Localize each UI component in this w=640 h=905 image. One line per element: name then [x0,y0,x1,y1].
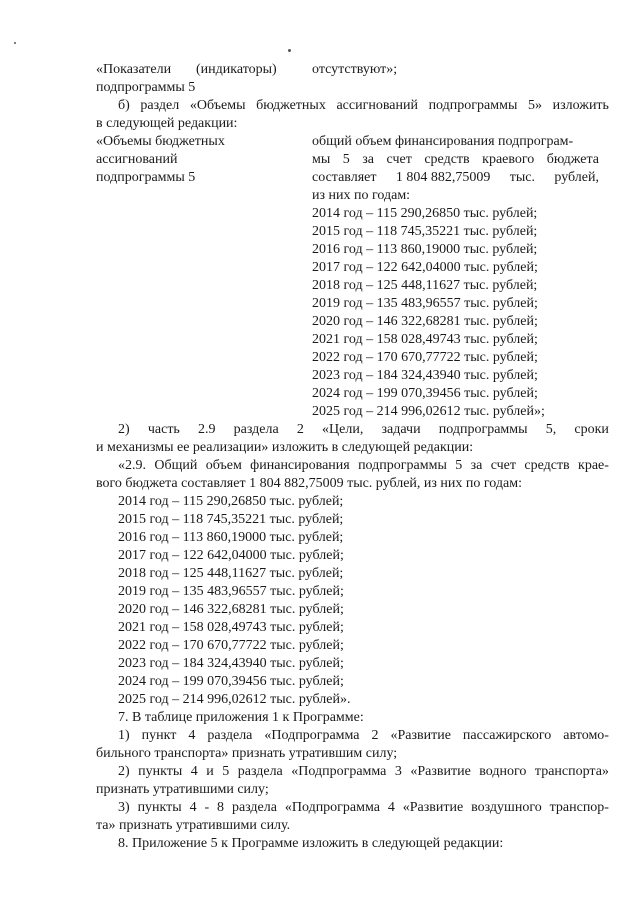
word: 1) [118,728,130,743]
word: пассажирского [462,728,552,743]
item-2-line-4: вого бюджета составляет 1 804 882,75009 тыс. рублей, из них по годам: [96,476,522,491]
passport-value-line-4: из них по годам: [312,188,411,203]
word: транспор- [549,800,609,815]
word: финансирования [250,458,350,473]
word: раздела [233,422,279,437]
section-year-line: 2017 год – 122 642,04000 тыс. рублей; [118,548,344,563]
word: 1 804 882,75009 [395,170,491,185]
word: «Подпрограмма [264,728,360,743]
passport-year-line: 2020 год – 146 322,68281 тыс. рублей; [312,314,538,329]
passport-value-line-1: общий объем финансирования подпрограм- [312,134,574,149]
passport-year-line: 2018 год – 125 448,11627 тыс. рублей; [312,278,538,293]
section-year-line: 2025 год – 214 996,02612 тыс. рублей». [118,692,351,707]
word: ассигнований [336,98,418,113]
passport-year-line: 2025 год – 214 996,02612 тыс. рублей»; [312,404,545,419]
section-year-line: 2014 год – 115 290,26850 тыс. рублей; [118,494,344,509]
word: «2.9. [118,458,146,473]
word: 5, [545,422,557,437]
indicators-line [96,61,404,79]
scan-speck [288,49,291,52]
word: пункты [138,764,183,779]
word: средств [424,152,470,167]
word: изложить [552,98,609,113]
passport-year-line: 2019 год – 135 483,96557 тыс. рублей; [312,296,538,311]
passport-year-line: 2024 год – 199 070,39456 тыс. рублей; [312,386,538,401]
word: раздела [231,800,277,815]
word: объем [205,458,242,473]
word: «Показатели [96,62,172,77]
item-b-line-2: в следующей редакции: [96,116,238,131]
section-year-line: 2015 год – 118 745,35221 тыс. рублей; [118,512,344,527]
word: 5 [455,458,463,473]
passport-year-line: 2016 год – 113 860,19000 тыс. рублей; [312,242,538,257]
word: «Развитие [390,728,451,743]
item-7-point-2-line-2: признать утратившими силу; [96,782,269,797]
word: счет [490,458,516,473]
passport-year-line: 2022 год – 170 670,77722 тыс. рублей; [312,350,538,365]
word: средств [524,458,570,473]
word: подпрограммы [358,458,447,473]
section-year-line: 2024 год – 199 070,39456 тыс. рублей; [118,674,344,689]
word: «Объемы [189,98,246,113]
word: 5» [527,98,542,113]
word: за [470,458,483,473]
passport-year-line: 2015 год – 118 745,35221 тыс. рублей; [312,224,538,239]
item-7-point-3-line-1 [118,799,609,817]
word: мы [312,152,331,167]
word: 4 [189,800,197,815]
item-7-heading: 7. В таблице приложения 1 к Программе: [118,710,364,725]
scan-speck [14,42,16,44]
word: воздушного [471,800,542,815]
item-7-point-1-line-1 [118,727,609,745]
item-2-line-2: и механизмы ее реализации» изложить в следующей редакции: [96,440,474,455]
word: 2) [118,764,130,779]
word: автомо- [563,728,609,743]
word: сроки [574,422,609,437]
word: за [362,152,375,167]
word: крае- [578,458,609,473]
passport-year-line: 2023 год – 184 324,43940 тыс. рублей; [312,368,538,383]
item-2-line-3 [118,457,609,475]
item-7-point-3-line-2: та» признать утратившими силу. [96,818,291,833]
word: пункты [137,800,182,815]
section-year-line: 2023 год – 184 324,43940 тыс. рублей; [118,656,344,671]
section-year-line: 2016 год – 113 860,19000 тыс. рублей; [118,530,344,545]
word: раздела [237,764,283,779]
section-year-line: 2021 год – 158 028,49743 тыс. рублей; [118,620,344,635]
section-year-line: 2022 год – 170 670,77722 тыс. рублей; [118,638,344,653]
word: составляет [312,170,377,185]
word: 2.9 [198,422,216,437]
word: подпрограммы [428,98,518,113]
word: бюджетных [256,98,326,113]
word: б) [118,98,130,113]
word: 4 [188,728,196,743]
word: рублей, [554,170,599,185]
word: отсутствуют»; [312,62,398,77]
section-year-line: 2019 год – 135 483,96557 тыс. рублей; [118,584,344,599]
word: «Развитие [402,800,464,815]
subprogram-5-line: подпрограммы 5 [96,80,196,95]
word: 8 [217,800,225,815]
word: 2) [118,422,130,437]
word: (индикаторы) [196,62,277,77]
word: подпрограммы [438,422,528,437]
word: 3) [118,800,130,815]
passport-year-line: 2021 год – 158 028,49743 тыс. рублей; [312,332,538,347]
word: 2 [371,728,379,743]
passport-year-line: 2017 год – 122 642,04000 тыс. рублей; [312,260,538,275]
word: 5 [222,764,230,779]
word: пункт [141,728,177,743]
word: - [204,800,210,815]
passport-value-line-3 [312,169,599,187]
section-year-line: 2020 год – 146 322,68281 тыс. рублей; [118,602,344,617]
item-2-line-1 [118,421,609,439]
word: 4 [190,764,198,779]
word: задачи [381,422,421,437]
word: тыс. [509,170,535,185]
item-7-point-1-line-2: бильного транспорта» признать утратившим силу; [96,746,398,761]
passport-value-line-2 [312,151,599,169]
item-b-line-1 [118,97,609,115]
word: раздела [207,728,253,743]
word: «Подпрограмма [284,800,380,815]
section-year-line: 2018 год – 125 448,11627 тыс. рублей; [118,566,344,581]
word: «Цели, [322,422,364,437]
word: водного [479,764,527,779]
word: 5 [342,152,350,167]
passport-label-line-2: ассигнований [96,152,178,167]
word: Общий [154,458,198,473]
word: «Подпрограмма [291,764,387,779]
word: раздел [140,98,180,113]
passport-label-line-1: «Объемы бюджетных [96,134,225,149]
word: 4 [387,800,395,815]
word: транспорта» [534,764,609,779]
word: «Развитие [410,764,471,779]
item-8-line: 8. Приложение 5 к Программе изложить в следующей редакции: [118,836,504,851]
passport-label-line-3: подпрограммы 5 [96,170,196,185]
word: краевого [482,152,535,167]
passport-year-line: 2014 год – 115 290,26850 тыс. рублей; [312,206,538,221]
word: 3 [394,764,402,779]
word: часть [147,422,180,437]
word: и [206,764,214,779]
word: бюджета [546,152,599,167]
word: счет [386,152,412,167]
item-7-point-2-line-1 [118,763,609,781]
word: 2 [296,422,304,437]
